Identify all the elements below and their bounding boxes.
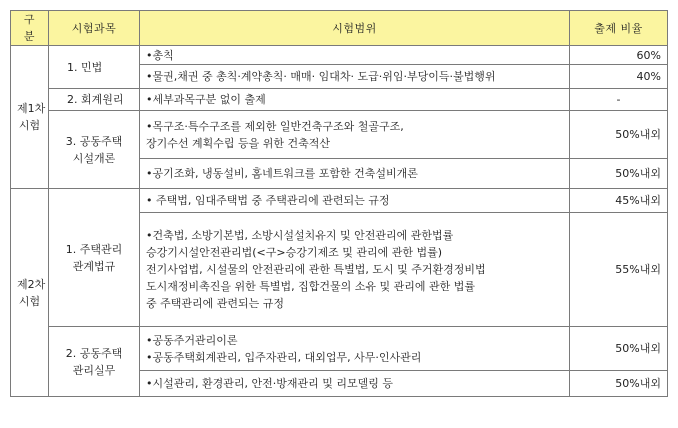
range-cell — [140, 65, 570, 89]
header-ratio: 출제 비율 — [570, 11, 668, 46]
ratio-cell: 50%내외 — [570, 371, 668, 397]
range-text: 도시재정비촉진을 위한 특별법, 집합건물의 소유 및 관리에 관한 법률 — [146, 280, 475, 293]
subject-name: 3. 공동주택 — [65, 134, 123, 148]
division-label: 시험 — [18, 294, 41, 308]
subject-name: 관리실무 — [72, 363, 116, 377]
range-cell — [140, 189, 570, 213]
range-cell — [140, 89, 570, 111]
ratio-cell: 50%내외 — [570, 111, 668, 159]
header-division: 구 분 — [11, 11, 49, 46]
ratio-cell: 45%내외 — [570, 189, 668, 213]
ratio-cell: 60% — [570, 46, 668, 65]
subject-cell — [49, 46, 140, 89]
exam1-division-cell — [11, 46, 49, 189]
table-row — [11, 327, 668, 371]
subject-cell — [49, 89, 140, 111]
ratio-cell: - — [570, 89, 668, 111]
exam2-division-cell — [11, 189, 49, 397]
range-cell — [140, 327, 570, 371]
header-row — [11, 11, 668, 46]
range-cell — [140, 371, 570, 397]
division-label: 제1차 — [17, 102, 46, 115]
range-text: •공기조화, 냉동설비, 홈네트워크를 포함한 건축설비개론 — [146, 167, 418, 180]
range-text: •물권,채권 중 총칙·계약총칙· 매매· 임대차· 도급·위임·부당이득·불법행위 — [146, 70, 496, 83]
exam-scope-table — [10, 10, 668, 397]
subject-name: 1. 민법 — [67, 60, 103, 74]
range-text: 중 주택관리에 관련되는 규정 — [146, 297, 285, 310]
range-text: 장기수선 계획수립 등을 위한 건축적산 — [146, 136, 331, 150]
ratio-cell: 55%내외 — [570, 213, 668, 327]
range-cell — [140, 46, 570, 65]
range-cell — [140, 111, 570, 159]
subject-name: 2. 회계원리 — [67, 93, 124, 106]
table-row — [11, 189, 668, 213]
header-range: 시험범위 — [140, 11, 570, 46]
table-row — [11, 46, 668, 65]
division-label: 제2차 — [17, 277, 46, 291]
division-label: 시험 — [18, 119, 41, 132]
ratio-cell: 40% — [570, 65, 668, 89]
range-text: •세부과목구분 없이 출제 — [146, 93, 266, 106]
subject-name: 시설개론 — [72, 151, 116, 165]
ratio-cell: 50%내외 — [570, 159, 668, 189]
subject-cell — [49, 111, 140, 189]
range-text: •공동주거관리이론 — [146, 333, 238, 347]
subject-name: 관계법규 — [72, 259, 116, 273]
range-text: •목구조·특수구조를 제외한 일반건축구조와 철골구조, — [146, 119, 404, 133]
ratio-cell: 50%내외 — [570, 327, 668, 371]
range-text: •총칙 — [146, 48, 174, 62]
range-cell — [140, 159, 570, 189]
range-text: 승강기시설안전관리법(<구>승강기제조 및 관리에 관한 법률) — [146, 246, 443, 259]
subject-name: 2. 공동주택 — [65, 346, 123, 360]
range-text: • 주택법, 임대주택법 중 주택관리에 관련되는 규정 — [146, 194, 390, 207]
range-cell — [140, 213, 570, 327]
subject-cell — [49, 327, 140, 397]
range-text: •공동주택회계관리, 입주자관리, 대외업무, 사무·인사관리 — [146, 350, 422, 364]
subject-cell — [49, 189, 140, 327]
range-text: 전기사업법, 시설물의 안전관리에 관한 특별법, 도시 및 주거환경정비법 — [146, 263, 486, 276]
range-text: •건축법, 소방기본법, 소방시설설치유지 및 안전관리에 관한법률 — [146, 229, 454, 242]
range-text: •시설관리, 환경관리, 안전·방재관리 및 리모델링 등 — [146, 377, 393, 390]
subject-name: 1. 주택관리 — [65, 242, 123, 256]
table-row — [11, 89, 668, 111]
header-subject: 시험과목 — [49, 11, 140, 46]
table-row — [11, 111, 668, 159]
